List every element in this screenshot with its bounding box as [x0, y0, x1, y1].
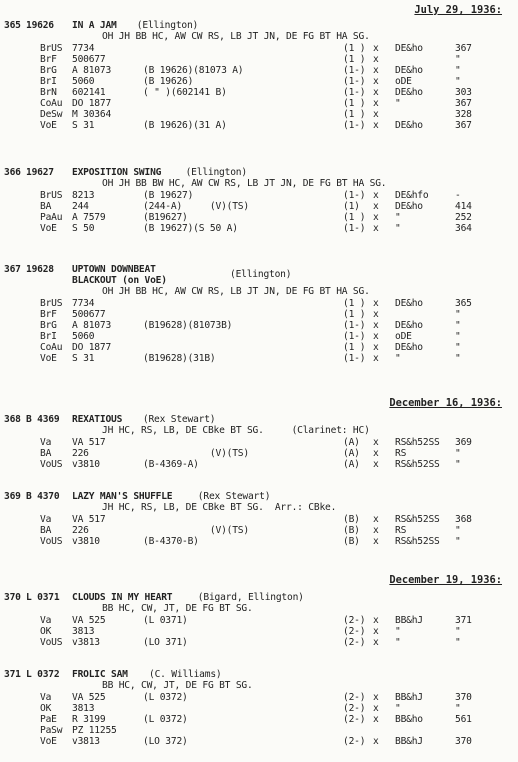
issue-take: (1-): [343, 320, 366, 331]
issue-take: (1 ): [343, 342, 366, 353]
song-title: CLOUDS IN MY HEART: [72, 592, 173, 603]
issue-matrix-info: (V)(TS): [143, 525, 249, 536]
issue-catalog-number: 500677: [72, 54, 106, 65]
issue-label: BrG: [40, 65, 57, 76]
issue-catalog-number: 3813: [72, 626, 95, 637]
issue-solo-credits: BB&hJ: [395, 736, 423, 747]
issue-solo-credits: oDE: [395, 331, 412, 342]
issue-take: (2-): [343, 637, 366, 648]
issue-mark: x: [373, 298, 379, 309]
issue-mark: x: [373, 342, 379, 353]
issue-coupling: 364: [455, 223, 472, 234]
issue-take: (A): [343, 448, 360, 459]
issue-label: PaSw: [40, 725, 63, 736]
issue-coupling: ": [455, 525, 461, 536]
issue-coupling: ": [455, 65, 461, 76]
issue-label: BrI: [40, 76, 57, 87]
issue-mark: x: [373, 703, 379, 714]
issue-label: BA: [40, 525, 52, 536]
issue-coupling: ": [455, 626, 461, 637]
issue-mark: x: [373, 320, 379, 331]
issue-label: DeSw: [40, 109, 63, 120]
issue-solo-credits: ": [395, 353, 401, 364]
issue-solo-credits: ": [395, 637, 401, 648]
issue-take: (1 ): [343, 298, 366, 309]
issue-catalog-number: S 50: [72, 223, 95, 234]
issue-take: (1 ): [343, 109, 366, 120]
issue-coupling: 414: [455, 201, 472, 212]
issue-mark: x: [373, 54, 379, 65]
issue-catalog-number: DO 1877: [72, 342, 112, 353]
issue-mark: x: [373, 331, 379, 342]
composer: (C. Williams): [149, 669, 222, 680]
issue-mark: x: [373, 87, 379, 98]
issue-take: (2-): [343, 626, 366, 637]
issue-label: BrUS: [40, 190, 63, 201]
issue-coupling: ": [455, 703, 461, 714]
issue-label: Va: [40, 615, 52, 626]
issue-mark: x: [373, 98, 379, 109]
issue-mark: x: [373, 43, 379, 54]
issue-matrix-info: (B 19627): [143, 190, 194, 201]
issue-mark: x: [373, 212, 379, 223]
issue-catalog-number: 244: [72, 201, 89, 212]
issue-take: (1-): [343, 65, 366, 76]
matrix-number: 19628: [26, 264, 54, 275]
issue-label: VoE: [40, 223, 57, 234]
composer: (Ellington): [136, 20, 199, 31]
issue-label: BrUS: [40, 298, 63, 309]
issue-mark: x: [373, 190, 379, 201]
issue-label: PaAu: [40, 212, 63, 223]
issue-solo-credits: ": [395, 626, 401, 637]
session-date: December 19, 1936:: [389, 574, 502, 586]
issue-label: VoUS: [40, 459, 63, 470]
issue-mark: x: [373, 637, 379, 648]
issue-label: VoE: [40, 736, 57, 747]
issue-catalog-number: A 81073: [72, 320, 112, 331]
issue-mark: x: [373, 65, 379, 76]
issue-take: (2-): [343, 692, 366, 703]
issue-solo-credits: DE&ho: [395, 87, 423, 98]
personnel-line: OH JH BB HC, AW CW RS, LB JT JN, DE FG BT HA SG.: [102, 286, 370, 297]
issue-catalog-number: 8213: [72, 190, 95, 201]
issue-coupling: ": [455, 54, 461, 65]
issue-take: (1-): [343, 120, 366, 131]
issue-coupling: ": [455, 320, 461, 331]
session-date: July 29, 1936:: [414, 4, 502, 16]
issue-take: (1-): [343, 76, 366, 87]
issue-solo-credits: RS&h52SS: [395, 536, 440, 547]
issue-take: (1 ): [343, 43, 366, 54]
personnel-line: BB HC, CW, JT, DE FG BT SG.: [102, 680, 253, 691]
issue-label: OK: [40, 703, 52, 714]
issue-coupling: 367: [455, 120, 472, 131]
issue-matrix-info: (B 19627)(S 50 A): [143, 223, 238, 234]
issue-coupling: 328: [455, 109, 472, 120]
issue-matrix-info: (L 0372): [143, 714, 188, 725]
issue-catalog-number: VA 525: [72, 615, 106, 626]
issue-matrix-info: (B 19626)(31 A): [143, 120, 227, 131]
take-number: 367: [4, 264, 21, 275]
issue-mark: x: [373, 626, 379, 637]
issue-solo-credits: DE&ho: [395, 201, 423, 212]
issue-mark: x: [373, 536, 379, 547]
issue-catalog-number: v3813: [72, 736, 100, 747]
issue-coupling: 370: [455, 736, 472, 747]
issue-solo-credits: ": [395, 223, 401, 234]
issue-solo-credits: oDE: [395, 76, 412, 87]
issue-take: (2-): [343, 736, 366, 747]
issue-catalog-number: DO 1877: [72, 98, 112, 109]
issue-label: BrN: [40, 87, 57, 98]
issue-mark: x: [373, 448, 379, 459]
issue-take: (1-): [343, 331, 366, 342]
issue-label: CoAu: [40, 342, 63, 353]
issue-label: Va: [40, 514, 52, 525]
issue-solo-credits: ": [395, 703, 401, 714]
issue-solo-credits: BB&hJ: [395, 692, 423, 703]
issue-solo-credits: DE&ho: [395, 320, 423, 331]
issue-label: OK: [40, 626, 52, 637]
issue-label: Va: [40, 692, 52, 703]
issue-mark: x: [373, 459, 379, 470]
issue-mark: x: [373, 714, 379, 725]
issue-solo-credits: DE&ho: [395, 298, 423, 309]
issue-matrix-info: (V)(TS): [143, 448, 249, 459]
issue-solo-credits: DE&ho: [395, 342, 423, 353]
issue-mark: x: [373, 736, 379, 747]
issue-catalog-number: 7734: [72, 43, 95, 54]
composer: (Rex Stewart): [142, 414, 216, 425]
issue-solo-credits: RS&h52SS: [395, 514, 440, 525]
take-number: 366: [4, 167, 21, 178]
issue-matrix-info: (B-4370-B): [143, 536, 199, 547]
issue-take: (1): [343, 201, 360, 212]
issue-matrix-info: (B 19626)(81073 A): [143, 65, 244, 76]
issue-solo-credits: BB&ho: [395, 714, 423, 725]
composer: (Bigard, Ellington): [197, 592, 304, 603]
issue-catalog-number: M 30364: [72, 109, 112, 120]
song-title: LAZY MAN'S SHUFFLE: [72, 491, 173, 502]
issue-coupling: ": [455, 76, 461, 87]
issue-catalog-number: R 3199: [72, 714, 106, 725]
issue-mark: x: [373, 201, 379, 212]
issue-coupling: ": [455, 342, 461, 353]
issue-mark: x: [373, 309, 379, 320]
issue-catalog-number: 5060: [72, 331, 95, 342]
issue-catalog-number: 7734: [72, 298, 95, 309]
issue-solo-credits: RS: [395, 525, 407, 536]
issue-catalog-number: 226: [72, 525, 89, 536]
issue-coupling: ": [455, 331, 461, 342]
issue-take: (2-): [343, 615, 366, 626]
issue-take: (1-): [343, 353, 366, 364]
song-title: REXATIOUS: [72, 414, 123, 425]
issue-take: (B): [343, 514, 360, 525]
issue-catalog-number: A 81073: [72, 65, 112, 76]
issue-take: (A): [343, 437, 360, 448]
issue-catalog-number: PZ 11255: [72, 725, 117, 736]
issue-solo-credits: ": [395, 98, 401, 109]
issue-catalog-number: VA 525: [72, 692, 106, 703]
issue-label: VoUS: [40, 536, 63, 547]
issue-take: (1-): [343, 190, 366, 201]
issue-solo-credits: DE&ho: [395, 120, 423, 131]
issue-mark: x: [373, 76, 379, 87]
issue-matrix-info: (LO 372): [143, 736, 188, 747]
issue-mark: x: [373, 514, 379, 525]
issue-take: (B): [343, 536, 360, 547]
take-number: 368: [4, 414, 21, 425]
issue-coupling: ": [455, 459, 461, 470]
issue-coupling: 367: [455, 43, 472, 54]
take-number: 371: [4, 669, 21, 680]
issue-label: BA: [40, 448, 52, 459]
song-title: FROLIC SAM: [72, 669, 128, 680]
issue-matrix-info: (B19627): [143, 212, 188, 223]
issue-catalog-number: 3813: [72, 703, 95, 714]
composer: (Rex Stewart): [197, 491, 271, 502]
matrix-number: B 4370: [26, 491, 60, 502]
issue-catalog-number: v3810: [72, 536, 100, 547]
issue-solo-credits: RS&h52SS: [395, 459, 440, 470]
issue-coupling: ": [455, 353, 461, 364]
issue-take: (2-): [343, 714, 366, 725]
issue-label: VoE: [40, 120, 57, 131]
issue-take: (1 ): [343, 98, 366, 109]
issue-label: BA: [40, 201, 52, 212]
take-number: 370: [4, 592, 21, 603]
issue-take: (B): [343, 525, 360, 536]
matrix-number: L 0372: [26, 669, 60, 680]
issue-matrix-info: (244-A) (V)(TS): [143, 201, 249, 212]
issue-solo-credits: DE&ho: [395, 43, 423, 54]
issue-take: (1 ): [343, 54, 366, 65]
issue-label: BrG: [40, 320, 57, 331]
issue-label: CoAu: [40, 98, 63, 109]
personnel-line: JH HC, RS, LB, DE CBke BT SG. Arr.: CBke.: [102, 502, 337, 513]
issue-mark: x: [373, 353, 379, 364]
issue-matrix-info: (LO 371): [143, 637, 188, 648]
issue-coupling: ": [455, 448, 461, 459]
issue-label: BrUS: [40, 43, 63, 54]
issue-label: Va: [40, 437, 52, 448]
issue-coupling: ": [455, 309, 461, 320]
issue-matrix-info: (B19628)(81073B): [143, 320, 233, 331]
issue-catalog-number: 226: [72, 448, 89, 459]
personnel-line: OH JH BB BW HC, AW CW RS, LB JT JN, DE FG BT HA SG.: [102, 178, 387, 189]
matrix-number: 19627: [26, 167, 54, 178]
issue-take: (1 ): [343, 309, 366, 320]
issue-coupling: 369: [455, 437, 472, 448]
issue-mark: x: [373, 525, 379, 536]
issue-coupling: 252: [455, 212, 472, 223]
issue-catalog-number: S 31: [72, 120, 95, 131]
issue-mark: x: [373, 109, 379, 120]
issue-label: BrF: [40, 309, 57, 320]
matrix-number: L 0371: [26, 592, 60, 603]
issue-coupling: ": [455, 637, 461, 648]
song-title: IN A JAM: [72, 20, 117, 31]
issue-matrix-info: (B19628)(31B): [143, 353, 216, 364]
issue-catalog-number: 602141: [72, 87, 106, 98]
composer: (Ellington): [230, 269, 292, 280]
issue-coupling: ": [455, 536, 461, 547]
issue-catalog-number: S 31: [72, 353, 95, 364]
take-number: 369: [4, 491, 21, 502]
issue-coupling: 370: [455, 692, 472, 703]
issue-coupling: 303: [455, 87, 472, 98]
issue-catalog-number: VA 517: [72, 437, 106, 448]
issue-coupling: 371: [455, 615, 472, 626]
issue-catalog-number: 500677: [72, 309, 106, 320]
issue-catalog-number: A 7579: [72, 212, 106, 223]
personnel-line: OH JH BB HC, AW CW RS, LB JT JN, DE FG BT HA SG.: [102, 31, 370, 42]
issue-coupling: 561: [455, 714, 472, 725]
issue-solo-credits: ": [395, 212, 401, 223]
issue-label: BrI: [40, 331, 57, 342]
issue-matrix-info: (L 0372): [143, 692, 188, 703]
issue-coupling: 365: [455, 298, 472, 309]
personnel-line: JH HC, RS, LB, DE CBke BT SG. (Clarinet: HC): [102, 425, 370, 436]
issue-catalog-number: v3810: [72, 459, 100, 470]
issue-solo-credits: DE&ho: [395, 65, 423, 76]
issue-catalog-number: 5060: [72, 76, 95, 87]
issue-coupling: 368: [455, 514, 472, 525]
issue-label: VoE: [40, 353, 57, 364]
issue-catalog-number: VA 517: [72, 514, 106, 525]
session-date: December 16, 1936:: [389, 397, 502, 409]
song-title-alt: BLACKOUT (on VoE): [72, 275, 167, 286]
issue-solo-credits: BB&hJ: [395, 615, 423, 626]
composer: (Ellington): [185, 167, 247, 178]
issue-matrix-info: (B 19626): [143, 76, 194, 87]
issue-take: (1-): [343, 223, 366, 234]
issue-take: (1-): [343, 87, 366, 98]
issue-matrix-info: (B-4369-A): [143, 459, 199, 470]
issue-take: (1 ): [343, 212, 366, 223]
matrix-number: 19626: [26, 20, 54, 31]
song-title: EXPOSITION SWING: [72, 167, 162, 178]
issue-solo-credits: RS: [395, 448, 407, 459]
issue-mark: x: [373, 437, 379, 448]
issue-mark: x: [373, 120, 379, 131]
issue-mark: x: [373, 615, 379, 626]
issue-label: BrF: [40, 54, 57, 65]
issue-coupling: -: [455, 190, 461, 201]
issue-label: VoUS: [40, 637, 63, 648]
issue-mark: x: [373, 223, 379, 234]
personnel-line: BB HC, CW, JT, DE FG BT SG.: [102, 603, 253, 614]
matrix-number: B 4369: [26, 414, 60, 425]
issue-solo-credits: DE&hfo: [395, 190, 429, 201]
issue-coupling: 367: [455, 98, 472, 109]
issue-catalog-number: v3813: [72, 637, 100, 648]
issue-solo-credits: RS&h52SS: [395, 437, 440, 448]
issue-matrix-info: (L 0371): [143, 615, 188, 626]
issue-mark: x: [373, 692, 379, 703]
issue-take: (A): [343, 459, 360, 470]
issue-take: (2-): [343, 703, 366, 714]
song-title: UPTOWN DOWNBEAT: [72, 264, 156, 275]
issue-label: PaE: [40, 714, 57, 725]
issue-matrix-info: ( " )(602141 B): [143, 87, 227, 98]
take-number: 365: [4, 20, 21, 31]
